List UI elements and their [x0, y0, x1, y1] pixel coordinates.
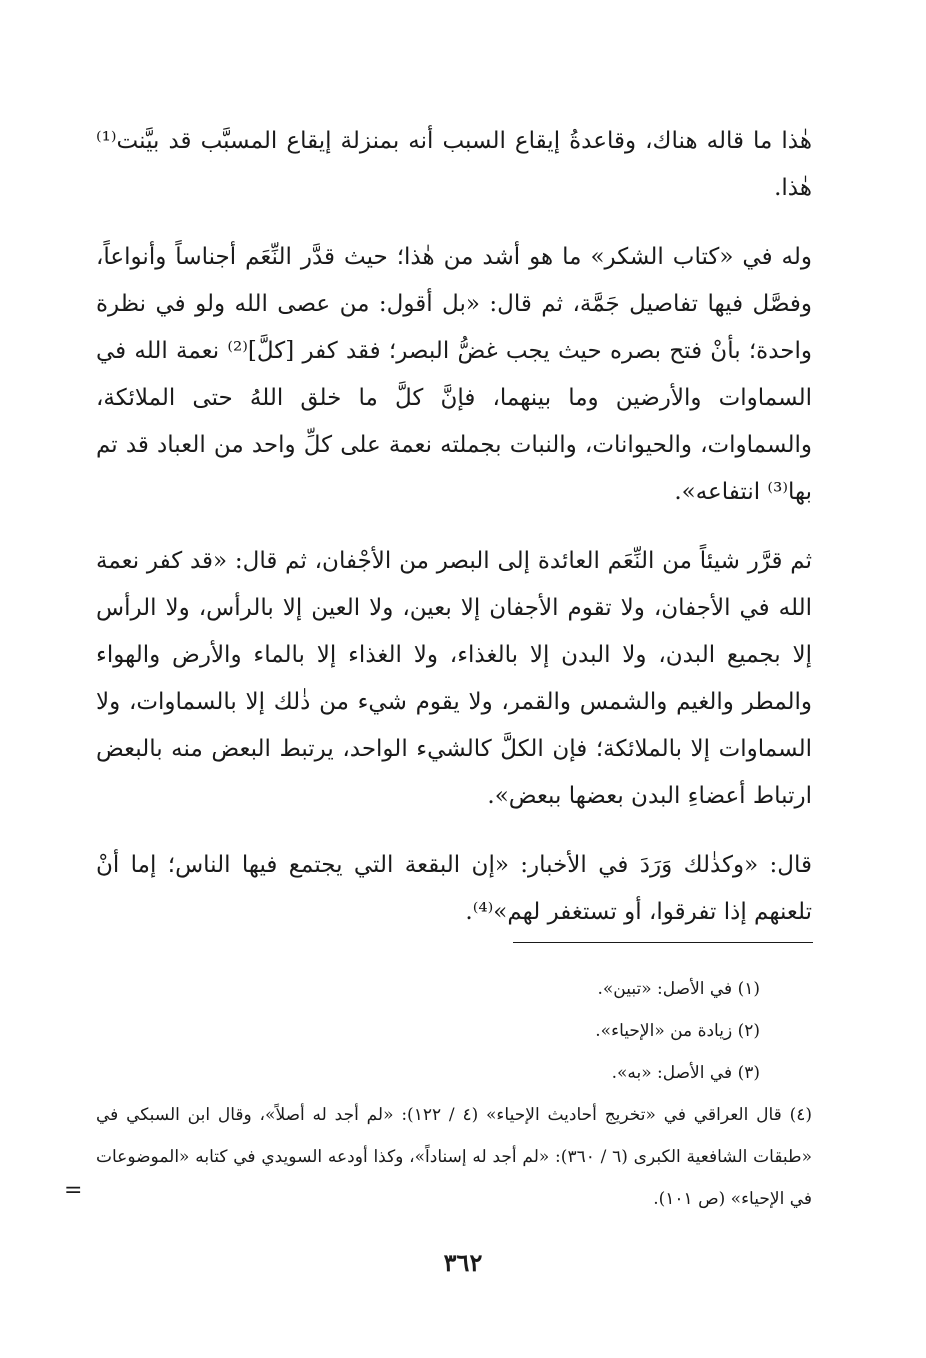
footnote-2: (٢) زيادة من «الإحياء». [595, 1021, 760, 1041]
continuation-mark: = [64, 1178, 83, 1203]
paragraph-1: هٰذا ما قاله هناك، وقاعدةُ إيقاع السبب أنه بمنزلة إيقاع المسبَّب قد بيَّنت⁽¹⁾ هٰذا. [96, 128, 812, 201]
page-number: ٣٦٢ [443, 1248, 483, 1277]
paragraph-2: وله في «كتاب الشكر» ما هو أشد من هٰذا؛ حيث قدَّر النِّعَم أجناساً وأنواعاً، وفصَّل فيها تفاصيل جَمَّة، ثم قال: «بل أقول: من عصى الله ولو في نظرة واحدة؛ بأنْ فتح بصره حيث يجب غضُّ البصر؛ فقد كفر [كلَّ]⁽²⁾ نعمة الله في السماوات والأرضين وما بينهما، فإنَّ كلَّ ما خلق اللهُ حتى الملائكة، والسماوات، والحيوانات، والنبات بجملته نعمة على كلِّ واحد من العباد قد تم بها⁽³⁾ انتفاعه». [96, 244, 812, 505]
footnote-divider [513, 942, 813, 943]
footnote-3: (٣) في الأصل: «به». [611, 1063, 760, 1083]
footnote-4: (٤) قال العراقي في «تخريج أحاديث الإحياء» (٤ / ١٢٢): «لم أجد له أصلاً»، وقال ابن السبكي في «طبقات الشافعية الكبرى (٦ / ٣٦٠): «لم أجد له إسناداً»، وكذا أودعه السويدي في كتابه «الموضوعات في الإحياء» (ص ١٠١). [96, 1105, 812, 1209]
paragraph-4: قال: «وكذٰلك وَرَدَ في الأخبار: «إن البقعة التي يجتمع فيها الناس؛ إما أنْ تلعنهم إذا تفرقوا، أو تستغفر لهم»⁽⁴⁾. [96, 852, 812, 925]
main-text [96, 118, 812, 958]
footnote-1: (١) في الأصل: «تبين». [597, 979, 760, 999]
footnotes [96, 968, 812, 1220]
paragraph-3: ثم قرَّر شيئاً من النِّعَم العائدة إلى البصر من الأجْفان، ثم قال: «قد كفر نعمة الله في الأجفان، ولا تقوم الأجفان إلا بعين، ولا العين إلا بالرأس، ولا الرأس إلا بجميع البدن، ولا البدن إلا بالغذاء، ولا الغذاء إلا بالماء والأرض والهواء والمطر والغيم والشمس والقمر، ولا يقوم شيء من ذٰلك إلا بالسماوات، ولا السماوات إلا بالملائكة؛ فإن الكلَّ كالشيء الواحد، يرتبط البعض منه بالبعض ارتباط أعضاءِ البدن بعضها ببعض». [96, 548, 812, 809]
